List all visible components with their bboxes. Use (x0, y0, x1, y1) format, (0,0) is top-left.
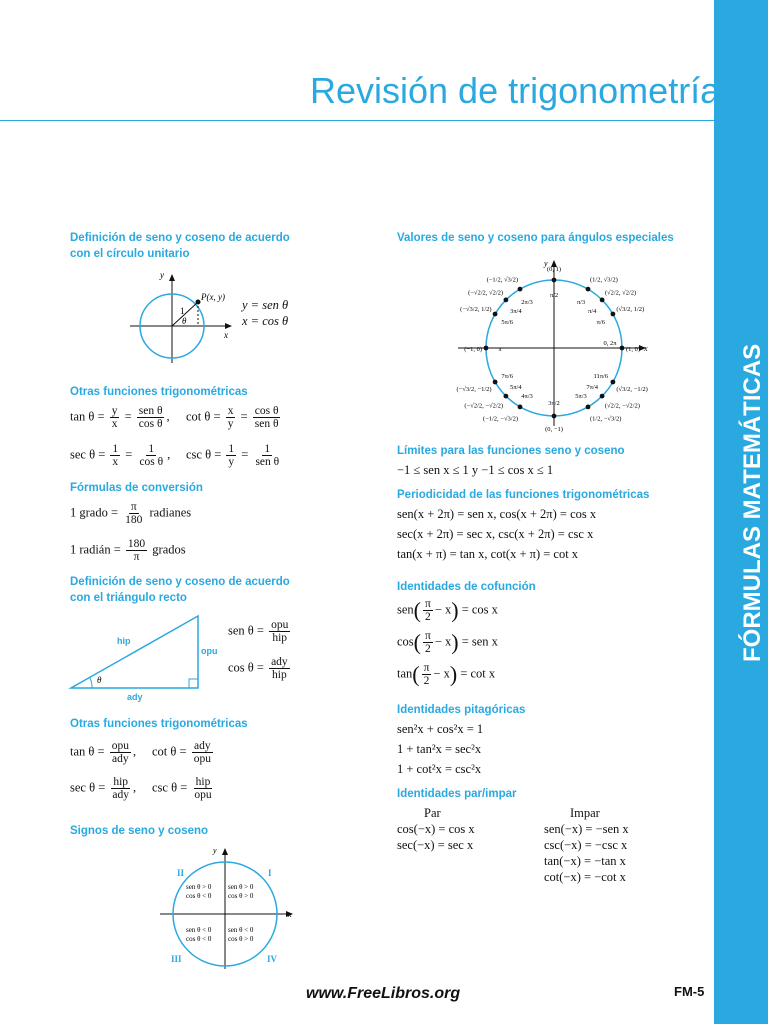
heading-special-angles: Valores de seno y coseno para ángulos especiales (397, 232, 674, 244)
coord-label: (√3/2, 1/2) (616, 306, 645, 313)
limits-line: −1 ≤ sen x ≤ 1 y −1 ≤ cos x ≤ 1 (397, 463, 554, 477)
cofunction-3: tan( $\frac{\pi}{2}$ − x) = cot x (397, 661, 496, 687)
signs-x-label: x (288, 910, 292, 919)
unit-circle-figure (120, 268, 240, 368)
heading-other-trig-2: Otras funciones trigonométricas (70, 718, 248, 730)
coord-label: (√3/2, −1/2) (616, 386, 648, 393)
coord-label: (0, −1) (545, 426, 563, 433)
sidebar-band (714, 0, 768, 1024)
angle-label: 7π/4 (586, 384, 598, 392)
footer-url[interactable]: www.FreeLibros.org (306, 985, 461, 1002)
radius-label: 1 (180, 306, 185, 316)
coord-label: (−√3/2, −1/2) (456, 386, 492, 393)
heading-signs: Signos de seno y coseno (70, 825, 209, 837)
special-point (600, 394, 605, 399)
angle-label: 2π/3 (521, 299, 533, 307)
angle-label: 5π/6 (501, 319, 513, 326)
page-title: Revisión de trigonometría (310, 70, 721, 111)
label-opu: opu (201, 646, 218, 656)
angle-arc (90, 678, 92, 688)
triangle-theta: θ (97, 675, 102, 685)
special-point (504, 298, 509, 303)
pythagorean-1: sen²x + cos²x = 1 (397, 722, 484, 736)
q1-cos: cos θ > 0 (228, 892, 254, 900)
angle-label: 0, 2π (603, 340, 617, 347)
angle-label: π/3 (576, 299, 586, 307)
coord-label: (−1/2, √3/2) (486, 276, 518, 284)
quadrant-III: III (171, 954, 182, 964)
special-point (518, 287, 523, 292)
angle-label: π/6 (596, 319, 605, 326)
heading-cofunction: Identidades de cofunción (397, 581, 536, 593)
label-hip: hip (117, 636, 131, 646)
sidebar-label-svg (714, 0, 768, 1024)
q2-cos: cos θ < 0 (186, 892, 212, 900)
heading-pythagorean: Identidades pitagóricas (397, 704, 526, 716)
right-triangle-figure (66, 610, 226, 702)
angle-label: 5π/3 (575, 392, 587, 400)
theta-label: θ (182, 316, 187, 326)
special-point (493, 380, 498, 385)
periodicity-3: tan(x + π) = tan x, cot(x + π) = cot x (397, 547, 579, 561)
angle-label: 5π/4 (510, 384, 522, 392)
angle-label: 7π/6 (501, 373, 513, 380)
special-x-label: x (644, 344, 648, 353)
q1-sen: sen θ > 0 (228, 883, 254, 891)
special-point (552, 414, 557, 419)
heading-even-odd: Identidades par/impar (397, 788, 517, 800)
coord-label: (√2/2, −√2/2) (604, 402, 640, 410)
pythagorean-2: 1 + tan²x = sec²x (397, 742, 482, 756)
special-point (504, 394, 509, 399)
coord-label: (−1/2, −√3/2) (482, 415, 518, 423)
coord-label: (−√3/2, 1/2) (460, 306, 492, 313)
heading-other-trig-1: Otras funciones trigonométricas (70, 386, 248, 398)
formula-radian: 1 radián = $\frac{180}{\pi}$ grados (70, 538, 186, 563)
angle-label: π/2 (549, 292, 559, 299)
signs-y-arrow-icon (222, 848, 228, 855)
angle-label: 3π/4 (510, 307, 522, 315)
y-axis-label: y (160, 270, 164, 280)
odd-4: cot(−x) = −cot x (544, 870, 626, 884)
formula-sen-triangle: sen θ = $\frac{\text{opu}}{\text{hip}}$ (228, 619, 289, 644)
label-ady: ady (127, 692, 143, 702)
special-point (518, 405, 523, 410)
special-point (620, 346, 625, 351)
formula-x-cos: x = cos θ (242, 314, 289, 328)
formula-csc: csc θ = $\frac{1}{y}$ = $\frac{1}{\text{sen θ}}$ (186, 443, 280, 468)
formula-cot: cot θ = $\frac{x}{y}$ = $\frac{\text{cos θ}}{\text{sen θ}}$ (186, 405, 279, 430)
triangle (71, 616, 198, 688)
formula-y-sen: y = sen θ (242, 298, 289, 312)
special-point (586, 405, 591, 410)
even-2: sec(−x) = sec x (397, 838, 474, 852)
coord-label: (−√2/2, −√2/2) (464, 402, 504, 410)
heading-right-triangle: Definición de seno y coseno de acuerdo con el triángulo recto (70, 576, 290, 604)
formula-degree: 1 grado = $\frac{\pi}{180}$ radianes (70, 501, 192, 526)
right-angle-mark (189, 679, 198, 688)
odd-2: csc(−x) = −csc x (544, 838, 628, 852)
odd-1: sen(−x) = −sen x (544, 822, 629, 836)
heading-periodicity: Periodicidad de las funciones trigonométricas (397, 489, 650, 501)
coord-label: (0, 1) (546, 266, 562, 273)
point-label: P(x, y) (201, 292, 225, 302)
coord-label: (√2/2, √2/2) (604, 289, 637, 297)
formula-csc-2: csc θ = $\frac{\text{hip}}{\text{opu}}$ (152, 776, 212, 801)
label-par: Par (424, 806, 441, 820)
angle-label: 4π/3 (521, 392, 533, 400)
angle-label: 11π/6 (593, 373, 609, 380)
sidebar-label: FÓRMULAS MATEMÁTICAS (739, 343, 766, 662)
angle-label: π (498, 346, 502, 353)
formula-cot-2: cot θ = $\frac{\text{ady}}{\text{opu}}$ (152, 740, 211, 765)
q3-sen: sen θ < 0 (186, 926, 212, 934)
special-point (600, 298, 605, 303)
heading-conversion: Fórmulas de conversión (70, 482, 203, 494)
label-impar: Impar (570, 806, 600, 820)
x-arrow-icon (225, 323, 232, 329)
special-y-label: y (544, 259, 548, 268)
special-point (493, 312, 498, 317)
quadrant-I: I (268, 868, 272, 878)
x-axis-label: x (224, 330, 228, 340)
coord-label: (−1, 0) (464, 346, 482, 353)
coord-label: (−√2/2, √2/2) (468, 289, 504, 297)
q4-cos: cos θ > 0 (228, 935, 254, 943)
q3-cos: cos θ < 0 (186, 935, 212, 943)
coord-label: (1, 0) (626, 346, 641, 353)
special-angles-figure (452, 256, 658, 433)
quadrant-II: II (177, 868, 185, 878)
signs-figure (155, 843, 300, 973)
y-arrow-icon (169, 274, 175, 281)
page-number: FM-5 (674, 984, 705, 999)
coord-label: (1/2, √3/2) (590, 276, 618, 284)
even-1: cos(−x) = cos x (397, 822, 475, 836)
q4-sen: sen θ < 0 (228, 926, 254, 934)
title-rule (0, 120, 714, 121)
cofunction-1: sen( $\frac{\pi}{2}$ − x) = cos x (397, 597, 498, 623)
periodicity-2: sec(x + 2π) = sec x, csc(x + 2π) = csc x (397, 527, 594, 541)
signs-y-label: y (213, 846, 217, 855)
angle-label: 3π/2 (548, 400, 560, 407)
q2-sen: sen θ > 0 (186, 883, 212, 891)
formula-tan: tan θ = $\frac{y}{x}$ = $\frac{\text{sen θ}}{\text{cos θ}}$ , (70, 405, 170, 430)
heading-limits: Límites para las funciones seno y coseno (397, 445, 625, 457)
special-point (586, 287, 591, 292)
special-point (611, 380, 616, 385)
formula-sec-2: sec θ = $\frac{\text{hip}}{\text{ady}}$ , (70, 776, 137, 801)
formula-cos-triangle: cos θ = $\frac{\text{ady}}{\text{hip}}$ (228, 656, 288, 681)
formula-tan-2: tan θ = $\frac{\text{opu}}{\text{ady}}$ , (70, 740, 137, 765)
heading-unit-circle-def: Definición de seno y coseno de acuerdo con el círculo unitario (70, 232, 290, 260)
formula-sec: sec θ = $\frac{1}{x}$ = $\frac{1}{\text{cos θ}}$ , (70, 443, 171, 468)
periodicity-1: sen(x + 2π) = sen x, cos(x + 2π) = cos x (397, 507, 597, 521)
special-point (611, 312, 616, 317)
coord-label: (1/2, −√3/2) (590, 415, 622, 423)
special-point (552, 278, 557, 283)
quadrant-IV: IV (267, 954, 278, 964)
pythagorean-3: 1 + cot²x = csc²x (397, 762, 482, 776)
odd-3: tan(−x) = −tan x (544, 854, 626, 868)
cofunction-2: cos( $\frac{\pi}{2}$ − x) = sen x (397, 629, 498, 655)
special-point (484, 346, 489, 351)
angle-label: π/4 (588, 307, 597, 315)
